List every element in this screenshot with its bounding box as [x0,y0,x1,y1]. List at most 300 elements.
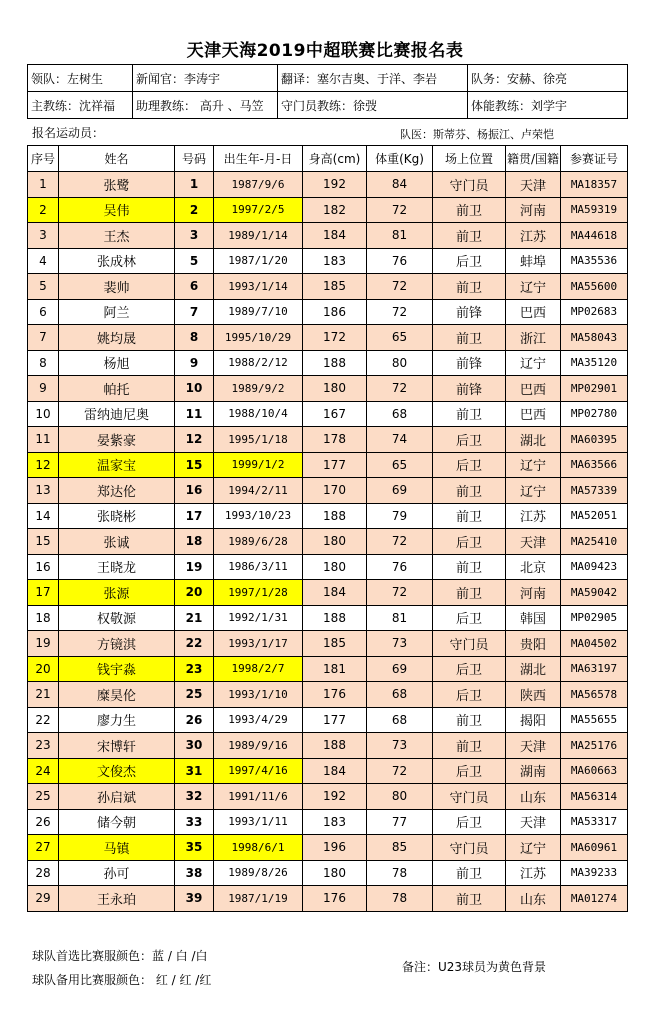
cell-birth: 1989/1/14 [214,223,303,249]
cell-position: 后卫 [433,427,506,453]
cell-origin: 巴西 [506,401,561,427]
cell-position: 前锋 [433,299,506,325]
cell-height: 184 [303,758,367,784]
table-row [28,401,628,427]
cell-number: 7 [175,299,214,325]
cell-number: 33 [175,809,214,835]
cell-number: 12 [175,427,214,453]
header-seq: 序号 [28,146,59,172]
cell-seq: 2 [28,197,59,223]
cell-number: 35 [175,835,214,861]
cell-weight: 80 [367,350,433,376]
cell-cert: MA55655 [561,707,628,733]
cell-height: 188 [303,350,367,376]
u23-note: 备注：U23球员为黄色背景 [402,960,547,974]
cell-position: 前卫 [433,274,506,300]
cell-position: 守门员 [433,172,506,198]
cell-seq: 24 [28,758,59,784]
cell-name: 张源 [59,580,175,606]
cell-number: 17 [175,503,214,529]
cell-seq: 5 [28,274,59,300]
cell-birth: 1987/1/19 [214,886,303,912]
cell-height: 167 [303,401,367,427]
table-row [28,835,628,861]
cell-name: 王永珀 [59,886,175,912]
cell-name: 杨旭 [59,350,175,376]
table-row [28,197,628,223]
table-row [28,886,628,912]
cell-number: 9 [175,350,214,376]
cell-birth: 1991/11/6 [214,784,303,810]
cell-seq: 14 [28,503,59,529]
cell-cert: MA63197 [561,656,628,682]
cell-name: 裴帅 [59,274,175,300]
cell-birth: 1988/2/12 [214,350,303,376]
cell-height: 184 [303,223,367,249]
cell-origin: 江苏 [506,860,561,886]
cell-position: 守门员 [433,784,506,810]
cell-cert: MA44618 [561,223,628,249]
cell-number: 26 [175,707,214,733]
cell-birth: 1987/1/20 [214,248,303,274]
cell-height: 180 [303,376,367,402]
cell-position: 前卫 [433,325,506,351]
cell-height: 192 [303,784,367,810]
cell-height: 170 [303,478,367,504]
cell-name: 钱宇淼 [59,656,175,682]
cell-seq: 16 [28,554,59,580]
cell-position: 前卫 [433,580,506,606]
table-row [28,452,628,478]
cell-name: 方镜淇 [59,631,175,657]
cell-seq: 8 [28,350,59,376]
cell-origin: 揭阳 [506,707,561,733]
cell-birth: 1998/6/1 [214,835,303,861]
cell-number: 10 [175,376,214,402]
cell-position: 前卫 [433,503,506,529]
registered-players-label: 报名运动员： [32,126,105,140]
cell-number: 32 [175,784,214,810]
cell-seq: 12 [28,452,59,478]
cell-origin: 山东 [506,784,561,810]
header-weight: 体重(Kg) [367,146,433,172]
cell-number: 21 [175,605,214,631]
header-number: 号码 [175,146,214,172]
cell-name: 储今朝 [59,809,175,835]
staff-translators: 翻译：塞尔吉奥、于洋、李岩 [278,65,468,92]
cell-number: 2 [175,197,214,223]
cell-origin: 湖北 [506,427,561,453]
staff-team-leader: 领队：左树生 [28,65,133,92]
cell-number: 11 [175,401,214,427]
header-name: 姓名 [59,146,175,172]
cell-seq: 19 [28,631,59,657]
table-row [28,274,628,300]
cell-birth: 1997/4/16 [214,758,303,784]
cell-weight: 65 [367,325,433,351]
cell-name: 晏紫豪 [59,427,175,453]
cell-name: 马镇 [59,835,175,861]
cell-position: 守门员 [433,631,506,657]
staff-table [27,64,628,119]
cell-seq: 28 [28,860,59,886]
cell-cert: MA01274 [561,886,628,912]
cell-weight: 81 [367,605,433,631]
roster-body [28,172,628,912]
cell-name: 张晓彬 [59,503,175,529]
cell-weight: 81 [367,223,433,249]
cell-height: 183 [303,248,367,274]
cell-number: 31 [175,758,214,784]
cell-seq: 6 [28,299,59,325]
table-row [28,605,628,631]
cell-origin: 湖北 [506,656,561,682]
table-row [28,809,628,835]
cell-cert: MP02683 [561,299,628,325]
cell-birth: 1993/1/10 [214,682,303,708]
cell-name: 张鹭 [59,172,175,198]
cell-position: 前卫 [433,554,506,580]
cell-origin: 蚌埠 [506,248,561,274]
cell-weight: 73 [367,631,433,657]
staff-press-officer: 新闻官：李涛宇 [133,65,278,92]
cell-name: 孙启斌 [59,784,175,810]
cell-birth: 1988/10/4 [214,401,303,427]
cell-name: 孙可 [59,860,175,886]
cell-name: 王杰 [59,223,175,249]
table-row [28,376,628,402]
cell-seq: 21 [28,682,59,708]
header-birth: 出生年-月-日 [214,146,303,172]
cell-position: 后卫 [433,656,506,682]
cell-origin: 北京 [506,554,561,580]
cell-origin: 河南 [506,580,561,606]
cell-position: 后卫 [433,452,506,478]
cell-seq: 1 [28,172,59,198]
table-row [28,350,628,376]
cell-seq: 22 [28,707,59,733]
cell-origin: 天津 [506,809,561,835]
cell-position: 守门员 [433,835,506,861]
cell-cert: MA55600 [561,274,628,300]
cell-name: 温家宝 [59,452,175,478]
cell-weight: 74 [367,427,433,453]
cell-seq: 15 [28,529,59,555]
cell-birth: 1989/9/2 [214,376,303,402]
cell-height: 181 [303,656,367,682]
cell-cert: MA53317 [561,809,628,835]
header-cert: 参赛证号 [561,146,628,172]
cell-name: 权敬源 [59,605,175,631]
cell-number: 25 [175,682,214,708]
cell-number: 1 [175,172,214,198]
cell-position: 前锋 [433,350,506,376]
home-kit-colors: 球队首选比赛服颜色：蓝 / 白 /白 [32,949,208,963]
cell-origin: 辽宁 [506,478,561,504]
cell-position: 前卫 [433,223,506,249]
cell-cert: MA35120 [561,350,628,376]
cell-cert: MA57339 [561,478,628,504]
cell-origin: 河南 [506,197,561,223]
table-row [28,682,628,708]
cell-height: 188 [303,733,367,759]
cell-position: 前卫 [433,707,506,733]
cell-weight: 80 [367,784,433,810]
cell-birth: 1989/8/26 [214,860,303,886]
cell-name: 廖力生 [59,707,175,733]
table-row [28,172,628,198]
cell-birth: 1997/2/5 [214,197,303,223]
staff-team-affairs: 队务：安赫、徐亮 [468,65,628,92]
cell-weight: 84 [367,172,433,198]
cell-height: 192 [303,172,367,198]
cell-name: 糜昊伦 [59,682,175,708]
cell-number: 39 [175,886,214,912]
cell-cert: MA25176 [561,733,628,759]
cell-name: 宋博轩 [59,733,175,759]
cell-birth: 1989/6/28 [214,529,303,555]
cell-weight: 65 [367,452,433,478]
cell-position: 前卫 [433,197,506,223]
cell-name: 阿兰 [59,299,175,325]
cell-cert: MA59319 [561,197,628,223]
cell-weight: 79 [367,503,433,529]
cell-birth: 1993/10/23 [214,503,303,529]
cell-position: 后卫 [433,605,506,631]
staff-goalkeeper-coach: 守门员教练：徐弢 [278,92,468,119]
cell-weight: 68 [367,682,433,708]
cell-height: 176 [303,886,367,912]
cell-number: 19 [175,554,214,580]
staff-head-coach: 主教练：沈祥福 [28,92,133,119]
cell-seq: 13 [28,478,59,504]
cell-cert: MA58043 [561,325,628,351]
table-row [28,656,628,682]
cell-height: 196 [303,835,367,861]
cell-seq: 9 [28,376,59,402]
cell-height: 184 [303,580,367,606]
cell-number: 5 [175,248,214,274]
cell-seq: 25 [28,784,59,810]
cell-seq: 10 [28,401,59,427]
team-doctors: 队医：斯蒂芬、杨振江、卢荣恺 [400,128,554,141]
cell-weight: 72 [367,197,433,223]
cell-seq: 3 [28,223,59,249]
cell-seq: 23 [28,733,59,759]
table-row [28,784,628,810]
cell-seq: 20 [28,656,59,682]
cell-number: 15 [175,452,214,478]
cell-weight: 77 [367,809,433,835]
table-row [28,503,628,529]
cell-origin: 天津 [506,172,561,198]
cell-position: 前卫 [433,478,506,504]
cell-number: 6 [175,274,214,300]
cell-birth: 1989/7/10 [214,299,303,325]
cell-position: 前卫 [433,733,506,759]
cell-origin: 浙江 [506,325,561,351]
cell-height: 180 [303,554,367,580]
cell-origin: 辽宁 [506,350,561,376]
table-row [28,223,628,249]
table-row [28,707,628,733]
cell-number: 22 [175,631,214,657]
cell-height: 185 [303,274,367,300]
cell-cert: MA63566 [561,452,628,478]
cell-weight: 68 [367,401,433,427]
cell-cert: MA35536 [561,248,628,274]
table-row [28,758,628,784]
cell-height: 186 [303,299,367,325]
cell-height: 178 [303,427,367,453]
cell-number: 8 [175,325,214,351]
cell-position: 后卫 [433,809,506,835]
cell-height: 177 [303,452,367,478]
cell-seq: 27 [28,835,59,861]
header-position: 场上位置 [433,146,506,172]
cell-cert: MP02901 [561,376,628,402]
cell-position: 后卫 [433,248,506,274]
table-row [28,299,628,325]
cell-birth: 1993/1/11 [214,809,303,835]
cell-cert: MA60395 [561,427,628,453]
cell-origin: 巴西 [506,376,561,402]
cell-height: 180 [303,860,367,886]
cell-birth: 1994/2/11 [214,478,303,504]
cell-weight: 72 [367,299,433,325]
cell-cert: MA04502 [561,631,628,657]
cell-number: 30 [175,733,214,759]
cell-position: 后卫 [433,529,506,555]
table-row [28,478,628,504]
table-row [28,248,628,274]
cell-origin: 江苏 [506,503,561,529]
cell-origin: 湖南 [506,758,561,784]
cell-name: 文俊杰 [59,758,175,784]
cell-origin: 天津 [506,529,561,555]
cell-weight: 78 [367,860,433,886]
cell-height: 172 [303,325,367,351]
cell-number: 3 [175,223,214,249]
cell-number: 16 [175,478,214,504]
staff-assistant-coaches: 助理教练： 高升 、马笠 [133,92,278,119]
cell-weight: 72 [367,758,433,784]
cell-birth: 1995/10/29 [214,325,303,351]
table-row [28,427,628,453]
cell-seq: 11 [28,427,59,453]
cell-name: 吴伟 [59,197,175,223]
table-row [28,529,628,555]
staff-row-2 [28,92,628,119]
cell-origin: 山东 [506,886,561,912]
cell-birth: 1993/4/29 [214,707,303,733]
cell-cert: MP02780 [561,401,628,427]
cell-origin: 陕西 [506,682,561,708]
cell-seq: 26 [28,809,59,835]
cell-cert: MA39233 [561,860,628,886]
table-row [28,860,628,886]
cell-cert: MP02905 [561,605,628,631]
cell-seq: 18 [28,605,59,631]
away-kit-colors: 球队备用比赛服颜色： 红 / 红 /红 [32,973,212,987]
roster-header [28,146,628,172]
cell-cert: MA25410 [561,529,628,555]
cell-height: 183 [303,809,367,835]
cell-birth: 1997/1/28 [214,580,303,606]
cell-origin: 辽宁 [506,452,561,478]
cell-position: 前卫 [433,860,506,886]
cell-birth: 1992/1/31 [214,605,303,631]
cell-origin: 韩国 [506,605,561,631]
cell-cert: MA52051 [561,503,628,529]
table-row [28,554,628,580]
cell-weight: 69 [367,656,433,682]
page-title: 天津天海2019中超联赛比赛报名表 [186,41,464,61]
cell-weight: 76 [367,248,433,274]
cell-seq: 29 [28,886,59,912]
cell-name: 张成林 [59,248,175,274]
cell-weight: 76 [367,554,433,580]
cell-cert: MA60961 [561,835,628,861]
cell-cert: MA60663 [561,758,628,784]
cell-number: 23 [175,656,214,682]
cell-weight: 68 [367,707,433,733]
cell-birth: 1993/1/17 [214,631,303,657]
cell-weight: 73 [367,733,433,759]
cell-height: 182 [303,197,367,223]
cell-height: 176 [303,682,367,708]
cell-birth: 1986/3/11 [214,554,303,580]
cell-origin: 贵阳 [506,631,561,657]
cell-number: 20 [175,580,214,606]
cell-origin: 江苏 [506,223,561,249]
cell-cert: MA59042 [561,580,628,606]
staff-fitness-coach: 体能教练：刘学宇 [468,92,628,119]
cell-name: 王晓龙 [59,554,175,580]
cell-cert: MA56578 [561,682,628,708]
cell-birth: 1989/9/16 [214,733,303,759]
cell-cert: MA18357 [561,172,628,198]
cell-cert: MA56314 [561,784,628,810]
cell-position: 后卫 [433,758,506,784]
cell-origin: 辽宁 [506,274,561,300]
table-row [28,733,628,759]
table-row [28,580,628,606]
cell-height: 185 [303,631,367,657]
cell-name: 姚均晟 [59,325,175,351]
cell-seq: 7 [28,325,59,351]
cell-weight: 69 [367,478,433,504]
cell-birth: 1999/1/2 [214,452,303,478]
cell-origin: 辽宁 [506,835,561,861]
cell-position: 前卫 [433,886,506,912]
cell-name: 郑达伦 [59,478,175,504]
cell-position: 前锋 [433,376,506,402]
cell-name: 张诚 [59,529,175,555]
cell-seq: 4 [28,248,59,274]
roster-table [27,145,628,912]
cell-birth: 1987/9/6 [214,172,303,198]
cell-weight: 72 [367,529,433,555]
cell-weight: 85 [367,835,433,861]
cell-origin: 天津 [506,733,561,759]
cell-position: 前卫 [433,401,506,427]
cell-name: 雷纳迪尼奥 [59,401,175,427]
cell-position: 后卫 [433,682,506,708]
cell-number: 38 [175,860,214,886]
cell-number: 18 [175,529,214,555]
header-height: 身高(cm) [303,146,367,172]
